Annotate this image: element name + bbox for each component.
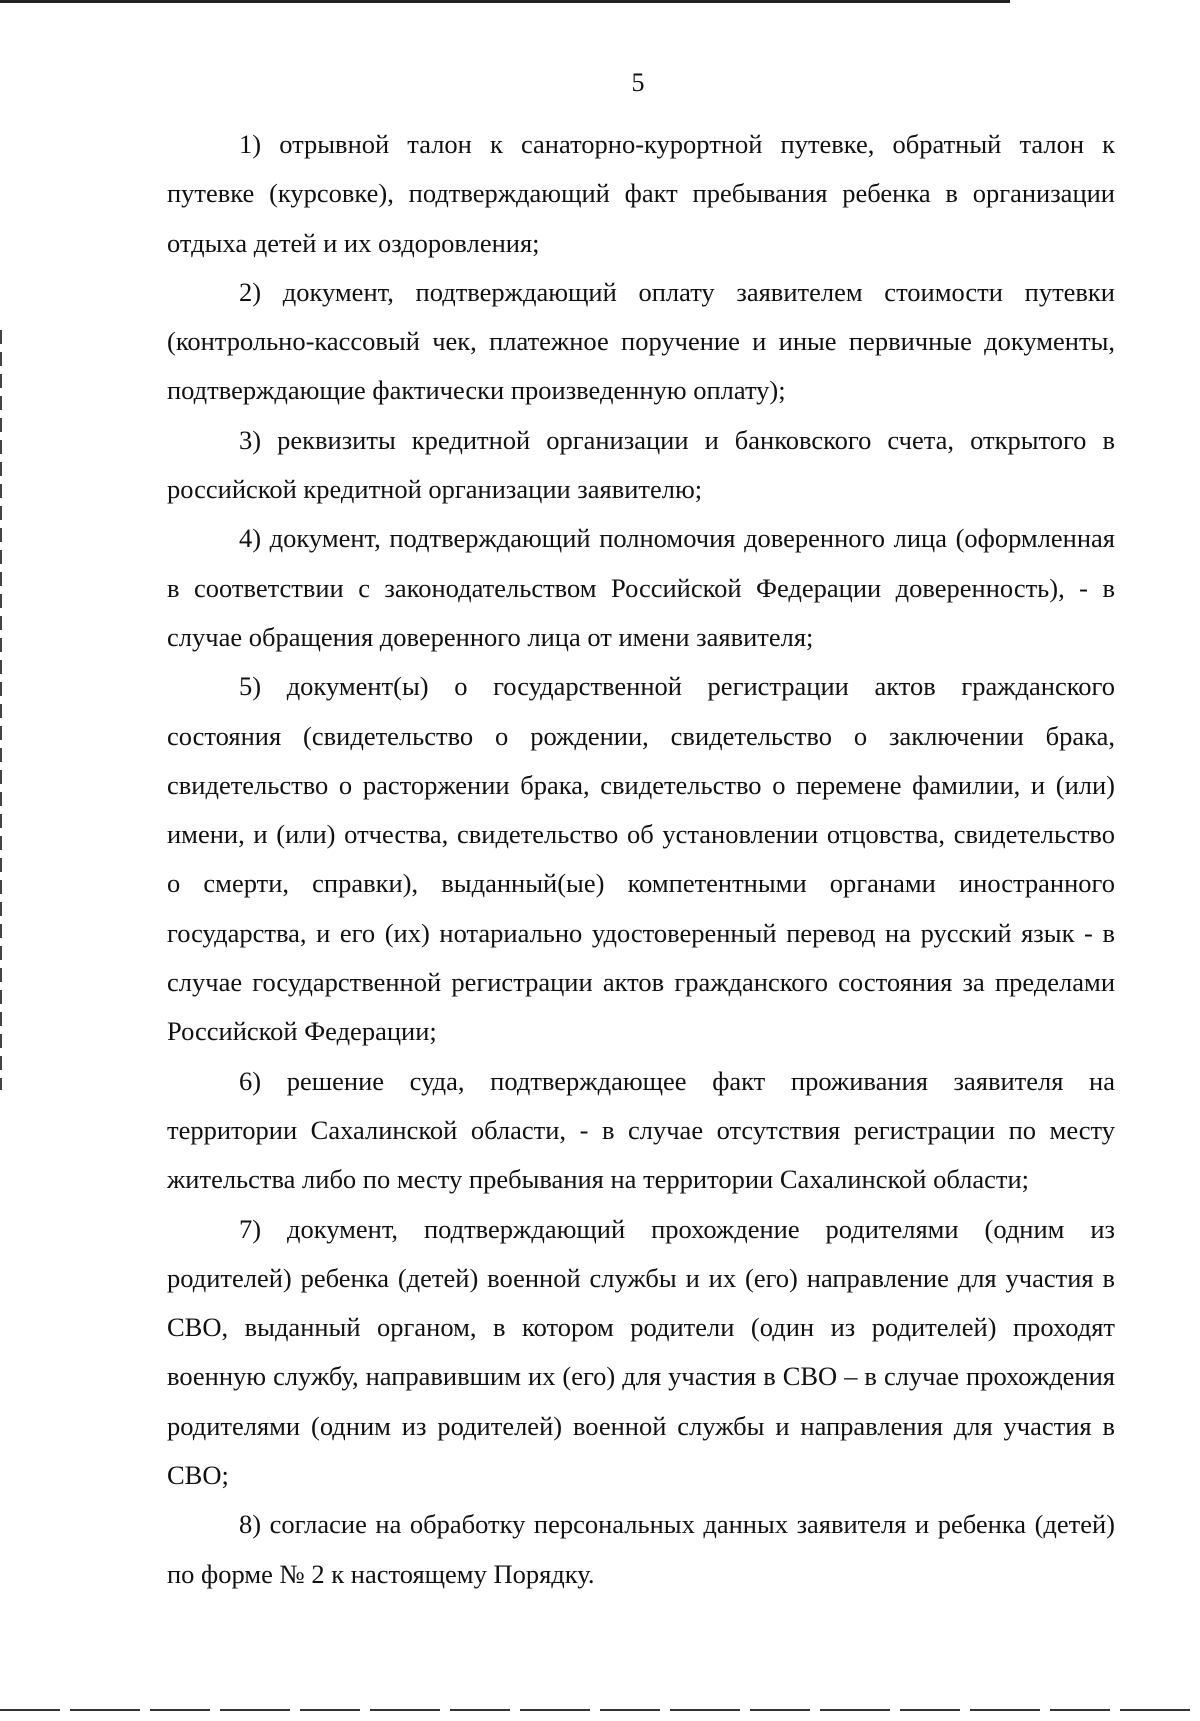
document-body <box>167 120 1115 1599</box>
list-item-4: 4) документ, подтверждающий полномочия доверенного лица (оформленная в соответствии с законодательством Российской Федерации доверенность), - в случае обращения доверенного лица от имени заявителя; <box>167 523 1115 652</box>
list-item-5: 5) документ(ы) о государственной регистрации актов гражданского состояния (свидетельство о рождении, свидетельство о заключении брака, свидетельство о расторжении брака, свидетельство о перемене фамилии, и (или) имени, и (или) отчества, свидетельство об установлении отцовства, свидетельство о смерти, справки), выданный(ые) компетентными органами иностранного государства, и его (их) нотариально удостоверенный перевод на русский язык - в случае государственной регистрации актов гражданского состояния за пределами Российской Федерации; <box>167 671 1115 1047</box>
list-item-3: 3) реквизиты кредитной организации и банковского счета, открытого в российской кредитной организации заявителю; <box>167 424 1115 505</box>
list-item-2: 2) документ, подтверждающий оплату заявителем стоимости путевки (контрольно-кассовый чек, платежное поручение и иные первичные документы, подтверждающие фактически произведенную оплату); <box>167 276 1115 406</box>
list-item-6: 6) решение суда, подтверждающее факт проживания заявителя на территории Сахалинской области, - в случае отсутствия регистрации по месту жительства либо по месту пребывания на территории Сахалинской области; <box>167 1065 1115 1195</box>
scan-left-edge <box>0 330 2 1090</box>
scan-bottom-border <box>0 1709 1200 1711</box>
list-item-1: 1) отрывной талон к санаторно-курортной путевке, обратный талон к путевке (курсовке), подтверждающий факт пребывания ребенка в организации отдыха детей и их оздоровления; <box>167 129 1115 258</box>
list-item-7: 7) документ, подтверждающий прохождение родителями (одним из родителей) ребенка (детей) военной службы и их (его) направление для участия в СВО, выданный органом, в котором родители (один из родителей) проходят военную службу, направившим их (его) для участия в СВО – в случае прохождения родителями (одним из родителей) военной службы и направления для участия в СВО; <box>167 1213 1115 1491</box>
scan-top-border <box>0 0 1010 3</box>
page-number: 5 <box>631 68 645 97</box>
list-item-8: 8) согласие на обработку персональных данных заявителя и ребенка (детей) по форме № 2 к настоящему Порядку. <box>167 1509 1115 1589</box>
